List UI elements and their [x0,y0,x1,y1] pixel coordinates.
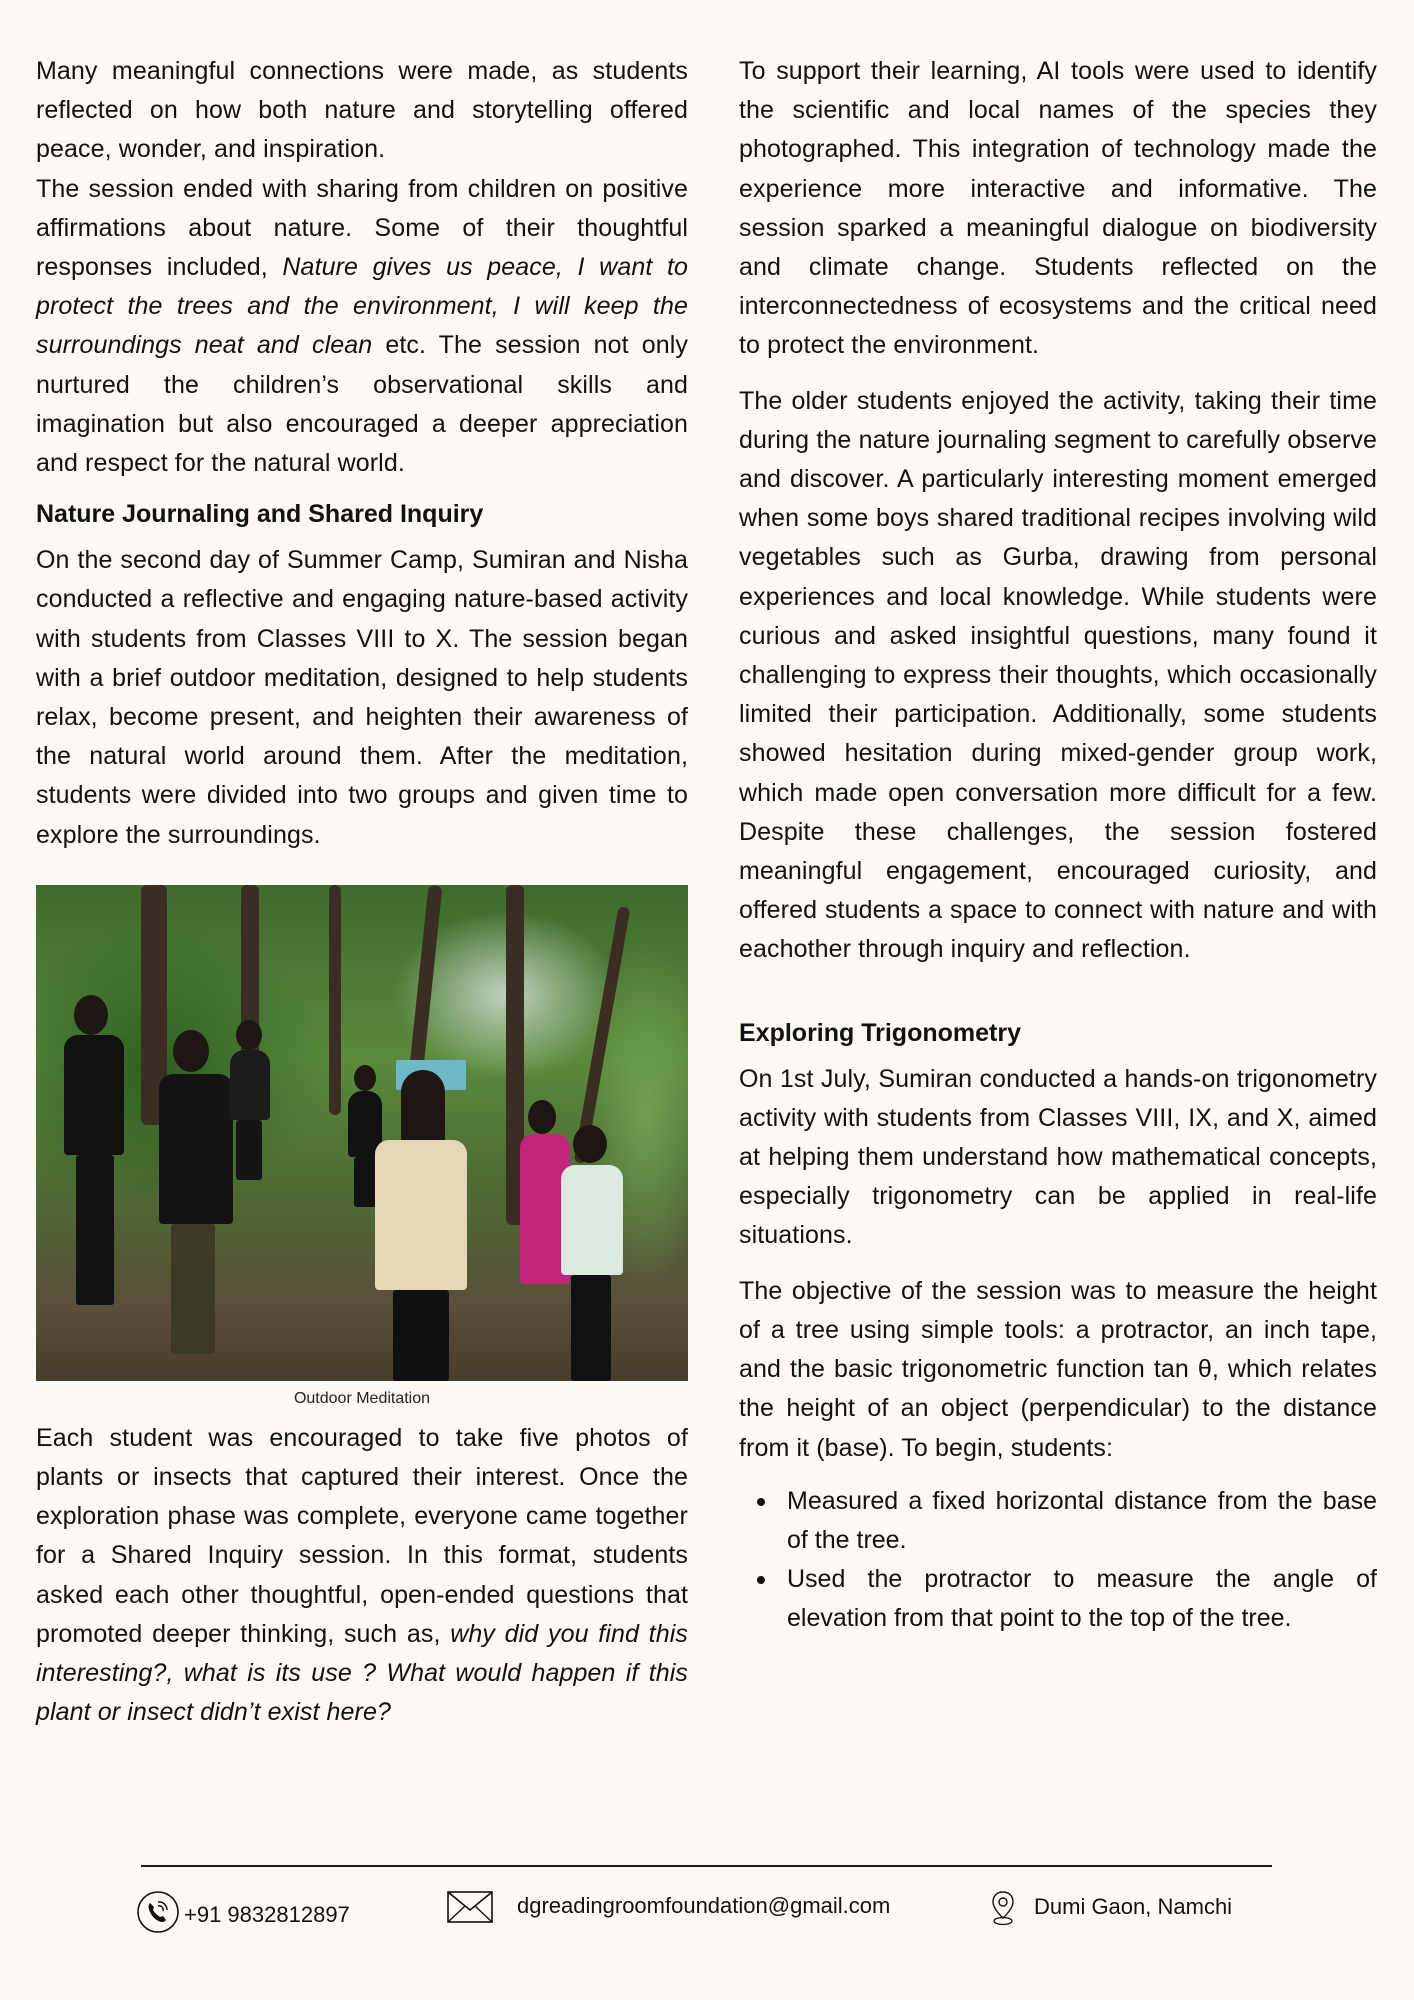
list-item: Used the protractor to measure the angle of elevation from that point to the top of the tree. [787,1560,1377,1638]
affirmations-intro: The session ended with sharing from children on positive affirmations about nature. Some of their thoughtful responses included, [36,174,688,282]
footer-location [990,1890,1232,1932]
footer [0,1890,1414,1940]
list-item: Measured a fixed horizontal distance from the base of the tree. [787,1482,1377,1560]
footer-location-text: Dumi Gaon, Namchi [1034,1894,1233,1919]
paragraph-shared-inquiry [36,1419,688,1733]
paragraph-ai-tools: To support their learning, AI tools were used to identify the scientific and local names of the species they photographed. This integration of technology made the experience more interactive and informative. The session sparked a meaningful dialogue on biodiversity and climate change. Students reflected on the interconnectedness of ecosystems and the critical need to protect the environment. [739,57,1377,360]
footer-divider [141,1865,1272,1867]
paragraph-older-students: The older students enjoyed the activity, taking their time during the nature journaling segment to carefully observe and discover. A particularly interesting moment emerged when some boys shared traditional recipes involving wild vegetables such as Gurba, drawing from personal experiences and local knowledge. While students were curious and asked insightful questions, many found it challenging to express their thoughts, which occasionally limited their participation. Additionally, some students showed hesitation during mixed-gender group work, which made open conversation more difficult for a few. Despite these challenges, the session fostered meaningful engagement, encouraged curiosity, and offered students a space to connect with nature and with eachother through inquiry and reflection. [739,386,1377,964]
affirmations-quote: Nature gives us peace, I want to protect the trees and the environment, I will keep the surroundings neat and clean [36,253,689,360]
paragraph-affirmations [36,170,688,484]
footer-email[interactable] [447,1890,890,1930]
person-figure [551,1125,631,1381]
person-figure [56,995,136,1315]
section-heading-nature-journaling: Nature Journaling and Shared Inquiry [36,500,484,529]
envelope-icon [447,1890,493,1930]
steps-list [739,1482,1377,1639]
person-figure [371,1070,471,1381]
paragraph-trigonometry-intro: On 1st July, Sumiran conducted a hands-on trigonometry activity with students from Classes VIII, IX, and X, aimed at helping them understand how mathematical concepts, especially trigonometry can be applied in real-life situations. [739,1064,1377,1250]
affirmations-outro: etc. The session not only nurtured the children’s observational skills and imagination but also encouraged a deeper appreciation and respect for the natural world. [36,331,688,478]
paragraph-connections: Many meaningful connections were made, as students reflected on how both nature and storytelling offered peace, wonder, and inspiration. [36,57,688,164]
person-figure [226,1020,276,1180]
map-pin-icon [990,1890,1016,1932]
footer-phone[interactable] [136,1890,350,1940]
footer-email-text: dgreadingroomfoundation@gmail.com [517,1893,891,1918]
phone-icon [136,1890,180,1940]
paragraph-trigonometry-objective: The objective of the session was to measure the height of a tree using simple tools: a protractor, an inch tape, and the basic trigonometric function tan θ, which relates the height of an object (perpendicular) to the distance from it (base). To begin, students: [739,1276,1377,1462]
tree-trunk [329,885,341,1115]
photo-outdoor-meditation [36,885,688,1381]
paragraph-second-day: On the second day of Summer Camp, Sumiran and Nisha conducted a reflective and engaging nature-based activity with students from Classes VIII to X. The session began with a brief outdoor meditation, designed to help students relax, become present, and heighten their awareness of the natural world around them. After the meditation, students were divided into two groups and given time to explore the surroundings. [36,546,688,849]
section-heading-exploring-trigonometry: Exploring Trigonometry [739,1018,1021,1047]
right-column [739,52,1377,1639]
shared-inquiry-questions: why did you find this interesting?, what is its use ? What would happen if this plant or insect didn’t exist here? [36,1619,688,1727]
left-column [36,52,688,1732]
footer-phone-text: +91 9832812897 [184,1902,350,1927]
photo-caption: Outdoor Meditation [293,1389,431,1407]
shared-inquiry-intro: Each student was encouraged to take five photos of plants or insects that captured their interest. Once the exploration phase was complete, everyone came together for a Shared Inquiry session. In this format, students asked each other thoughtful, open-ended questions that promoted deeper thinking, such as, [36,1423,688,1648]
